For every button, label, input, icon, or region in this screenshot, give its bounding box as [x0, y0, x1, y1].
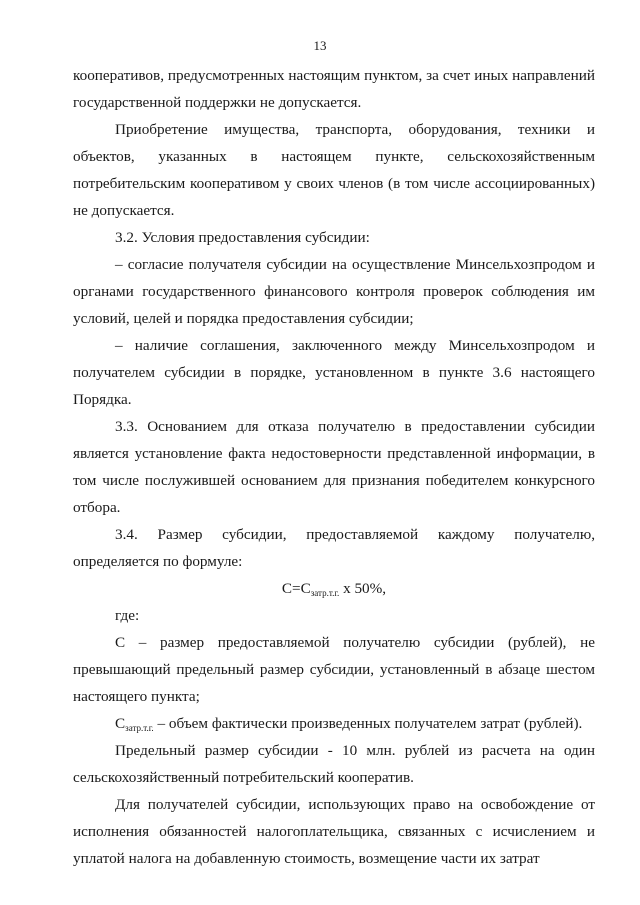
subsidy-formula [73, 575, 595, 602]
section-3-4: 3.4. Размер субсидии, предоставляемой каждому получателю, определяется по формуле: [73, 526, 595, 570]
definition-text: – объем фактически произведенных получателем затрат (рублей). [153, 715, 583, 732]
formula-lhs: С=С [281, 580, 311, 597]
definition-text: – размер предоставляемой получателю субсидии (рублей), не превышающий предельный размер субсидии, установленный в абзаце шестом настоящего пункта; [73, 634, 595, 705]
definition-subscript: затр.т.г. [125, 723, 154, 733]
where-label: где: [115, 607, 140, 624]
section-3-2-heading: 3.2. Условия предоставления субсидии: [115, 229, 370, 246]
condition-agreement: – наличие соглашения, заключенного между Минсельхозпродом и получателем субсидии в порядке, установленном в пункте 3.6 настоящего Порядка. [73, 337, 595, 408]
paragraph-property-acquisition: Приобретение имущества, транспорта, оборудования, техники и объектов, указанных в настоящем пункте, сельскохозяйственным потребительским кооперативом у своих членов (в том числе ассоциированных) не допускается. [73, 121, 595, 219]
paragraph-vat-exemption: Для получателей субсидии, использующих право на освобождение от исполнения обязанностей налогоплательщика, связанных с исчислением и уплатой налога на добавленную стоимость, возмещение части их затрат [73, 796, 595, 867]
paragraph-continuation: кооперативов, предусмотренных настоящим пунктом, за счет иных направлений государственной поддержки не допускается. [73, 67, 595, 111]
paragraph-max-subsidy: Предельный размер субсидии - 10 млн. рублей из расчета на один сельскохозяйственный потребительский кооператив. [73, 742, 595, 786]
condition-consent: – согласие получателя субсидии на осуществление Минсельхозпродом и органами государственного финансового контроля проверок соблюдения им условий, целей и порядка предоставления субсидии; [73, 256, 595, 327]
definition-symbol: С [115, 715, 126, 732]
page-number: 13 [313, 38, 327, 53]
section-3-3: 3.3. Основанием для отказа получателю в предоставлении субсидии является установление факта недостоверности представленной информации, в том числе послужившей основанием для признания победителем конкурсного отбора. [73, 418, 595, 516]
definition-symbol: С [115, 634, 126, 651]
document-body [73, 62, 595, 872]
formula-subscript: затр.т.г. [310, 588, 340, 598]
definition-c-costs [73, 710, 595, 737]
formula-rhs: х 50%, [339, 580, 387, 597]
definition-c [73, 629, 595, 710]
